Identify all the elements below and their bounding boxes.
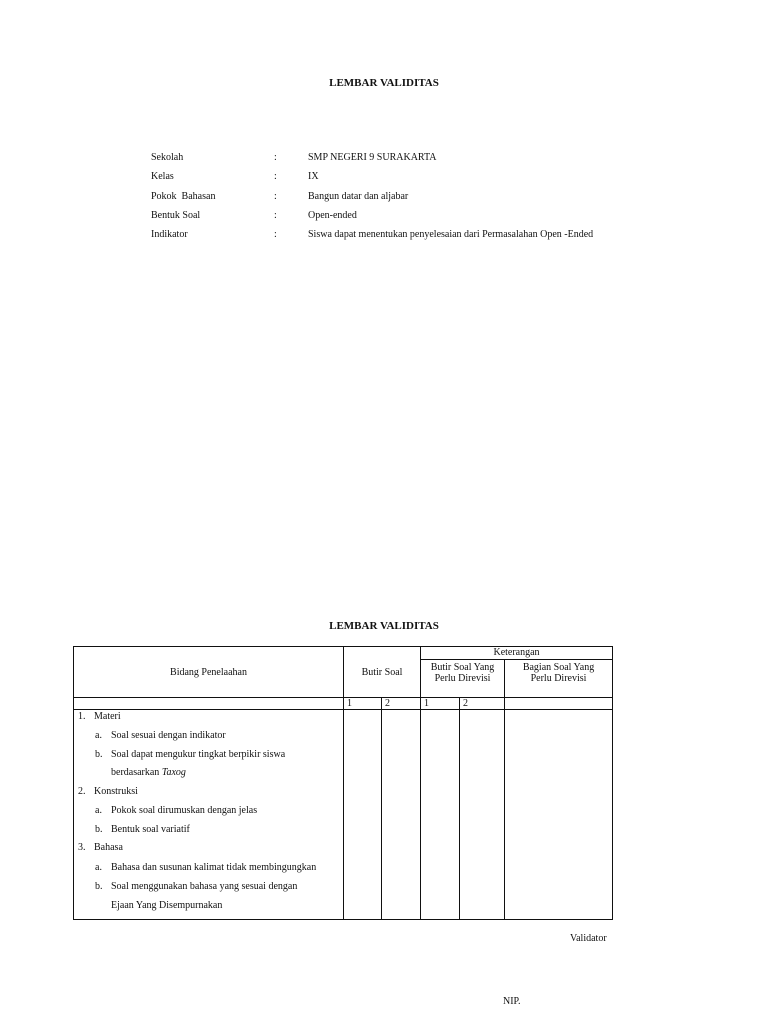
butir-col-1: 1 <box>344 698 382 710</box>
bagian-col-empty <box>505 698 613 710</box>
list-item: Soal menggunakan bahasa yang sesuai dengan <box>111 881 298 892</box>
list-letter: a. <box>95 862 102 873</box>
nip-label: NIP. <box>503 996 521 1007</box>
info-label: Kelas <box>151 171 174 183</box>
table-title: LEMBAR VALIDITAS <box>329 620 439 632</box>
revisi-1-empty <box>421 710 460 920</box>
list-item: Pokok soal dirumuskan dengan jelas <box>111 805 258 816</box>
list-item-heading: Materi <box>94 711 121 722</box>
header-keterangan <box>421 647 613 660</box>
revisi-col-1: 1 <box>421 698 460 710</box>
butir-col-2: 2 <box>382 698 421 710</box>
header-keterangan-label: Keterangan <box>493 647 540 658</box>
header-butir-soal <box>344 647 421 698</box>
list-item: Soal dapat mengukur tingkat berpikir siswa <box>111 749 286 760</box>
list-item-heading: Bahasa <box>94 842 123 853</box>
list-letter: a. <box>95 805 102 816</box>
header-butir-soal-label: Butir Soal <box>361 666 403 678</box>
info-separator: : <box>274 190 277 202</box>
butir-1-empty <box>344 710 382 920</box>
list-item: Bentuk soal variatif <box>111 824 190 835</box>
info-value: IX <box>308 171 319 183</box>
list-letter: a. <box>95 730 102 741</box>
header-bagian-revisi <box>505 660 613 698</box>
validator-label: Validator <box>570 933 607 944</box>
revisi-col-2: 2 <box>460 698 505 710</box>
criteria-list-cell <box>74 710 344 920</box>
header-butir-revisi-line1: Butir Soal Yang <box>430 662 495 673</box>
info-label: Pokok Bahasan <box>151 190 216 202</box>
info-label: Sekolah <box>151 152 184 163</box>
header-bidang <box>74 647 344 698</box>
list-letter: b. <box>95 749 103 760</box>
info-separator: : <box>274 152 277 163</box>
info-separator: : <box>274 229 277 241</box>
list-letter: b. <box>95 881 103 892</box>
bagian-empty <box>505 710 613 920</box>
revisi-2-empty <box>460 710 505 920</box>
list-item-continuation <box>111 767 186 778</box>
list-item-heading: Konstruksi <box>94 786 138 797</box>
validity-table <box>73 646 613 920</box>
header-bidang-label: Bidang Penelaahan <box>170 666 247 678</box>
list-letter: b. <box>95 824 103 835</box>
info-value: Bangun datar dan aljabar <box>308 190 409 202</box>
criteria-list <box>74 710 343 919</box>
header-butir-revisi-line2: Perlu Direvisi <box>434 673 491 684</box>
list-number: 3. <box>78 842 86 853</box>
list-item: Bahasa dan susunan kalimat tidak membingungkan <box>111 862 317 873</box>
butir-2-empty <box>382 710 421 920</box>
list-item-italic-term: Taxog <box>161 767 186 778</box>
info-label: Indikator <box>151 229 188 241</box>
list-number: 1. <box>78 711 86 722</box>
list-item-continuation-text: berdasarkan <box>111 767 162 778</box>
header-bagian-revisi-line1: Bagian Soal Yang <box>522 662 595 673</box>
document-title: LEMBAR VALIDITAS <box>329 77 439 89</box>
info-label: Bentuk Soal <box>151 209 201 221</box>
info-separator: : <box>274 171 277 183</box>
list-item-continuation: Ejaan Yang Disempurnakan <box>111 900 223 911</box>
header-bagian-revisi-line2: Perlu Direvisi <box>530 673 587 684</box>
info-value: Open-ended <box>308 209 357 221</box>
header-butir-revisi <box>421 660 505 698</box>
number-row-empty <box>74 698 344 710</box>
list-item: Soal sesuai dengan indikator <box>111 730 226 741</box>
list-number: 2. <box>78 786 86 797</box>
info-value: Siswa dapat menentukan penyelesaian dari Permasalahan Open -Ended <box>308 229 594 241</box>
info-separator: : <box>274 209 277 221</box>
info-value: SMP NEGERI 9 SURAKARTA <box>308 152 437 163</box>
